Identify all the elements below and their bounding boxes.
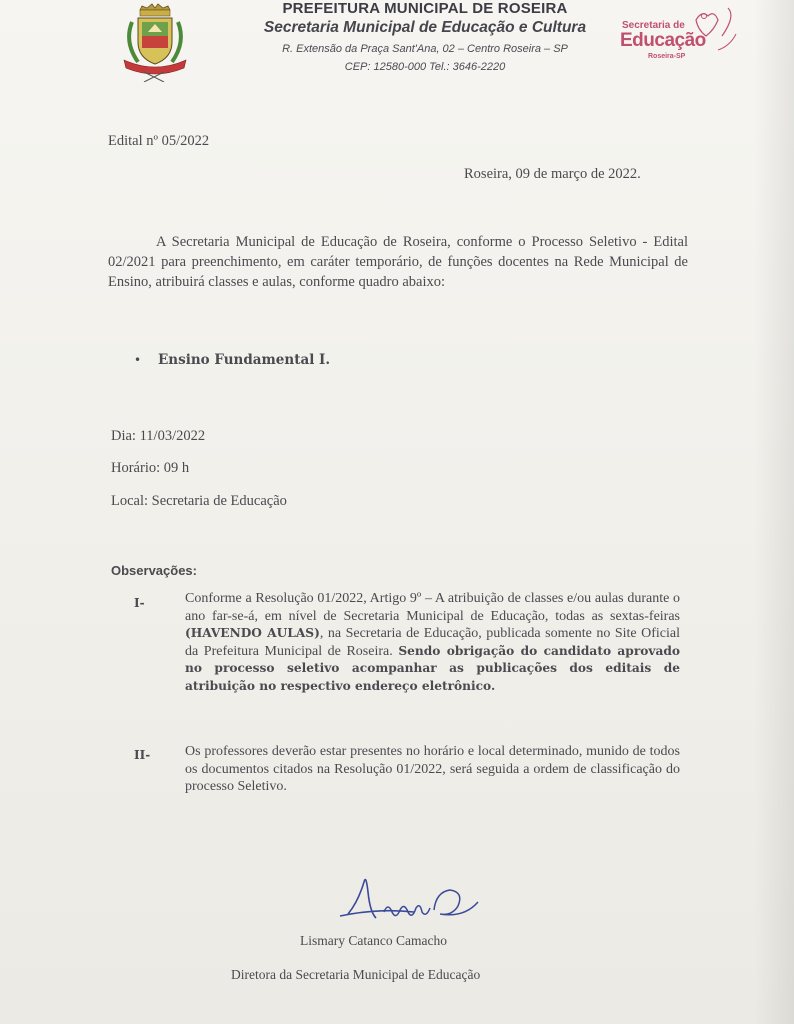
signatory-role: Diretora da Secretaria Municipal de Educação	[231, 967, 481, 982]
intro-paragraph: A Secretaria Municipal de Educação de Roseira, conforme o Processo Seletivo - Edital 02/2021 para preenchimento, em caráter temporário, de funções docentes na Rede Municipal de Ensino, atribuirá classes e aulas, conforme quadro abaixo:	[108, 234, 688, 290]
schedule-location: Local: Secretaria de Educação	[111, 493, 287, 509]
signatory-name: Lismary Catanco Camacho	[300, 933, 447, 948]
logo-line-3: Roseira-SP	[648, 53, 686, 60]
schedule-time: Horário: 09 h	[111, 460, 190, 476]
obs1-text-a: Conforme a Resolução 01/2022, Artigo 9º – A atribuição de classes e/ou aulas durante o ano far-se-á, em nível de Secretaria Municipal de Educação, todas as sextas-feiras	[185, 591, 680, 624]
handwritten-signature	[318, 862, 498, 942]
header-subtitle: Secretaria Municipal de Educação e Cultura	[263, 19, 587, 36]
observations-heading: Observações:	[111, 563, 197, 578]
obs1-bold-b: Sendo obrigação do candidato aprovado no processo seletivo acompanhar as publicações dos editais de atribuição no respectivo endereço eletrônico.	[185, 643, 680, 693]
observation-item-2: Os professores deverão estar presentes no horário e local determinado, munido de todos os documentos citados na Resolução 01/2022, será seguida a ordem de classificação do processo Seletivo.	[185, 744, 680, 794]
education-level: Ensino Fundamental I.	[158, 352, 331, 368]
header-address: R. Extensão da Praça Sant'Ana, 02 – Centro Roseira – SP	[282, 43, 568, 55]
obs1-bold-a: (HAVENDO AULAS)	[185, 626, 320, 640]
header-contact: CEP: 12580-000 Tel.: 3646-2220	[344, 61, 506, 73]
logo-line-2: Educação	[620, 30, 706, 51]
education-logo	[618, 6, 748, 66]
observation-item-1	[185, 590, 680, 695]
city-crest-icon	[118, 2, 192, 82]
schedule-day: Dia: 11/03/2022	[111, 428, 206, 444]
edital-number: Edital nº 05/2022	[108, 133, 210, 149]
bullet-icon: •	[134, 353, 142, 367]
place-date: Roseira, 09 de março de 2022.	[464, 166, 641, 182]
observation-numeral-1: I-	[134, 596, 145, 610]
header-title: PREFEITURA MUNICIPAL DE ROSEIRA	[282, 0, 568, 17]
observation-numeral-2: II-	[134, 748, 151, 762]
letterhead	[240, 0, 610, 73]
logo-line-1: Secretaria de	[622, 20, 685, 31]
obs1-text-b: , na Secretaria de Educação, publicada somente no Site Oficial da Prefeitura Municipal de Roseira.	[185, 626, 680, 659]
